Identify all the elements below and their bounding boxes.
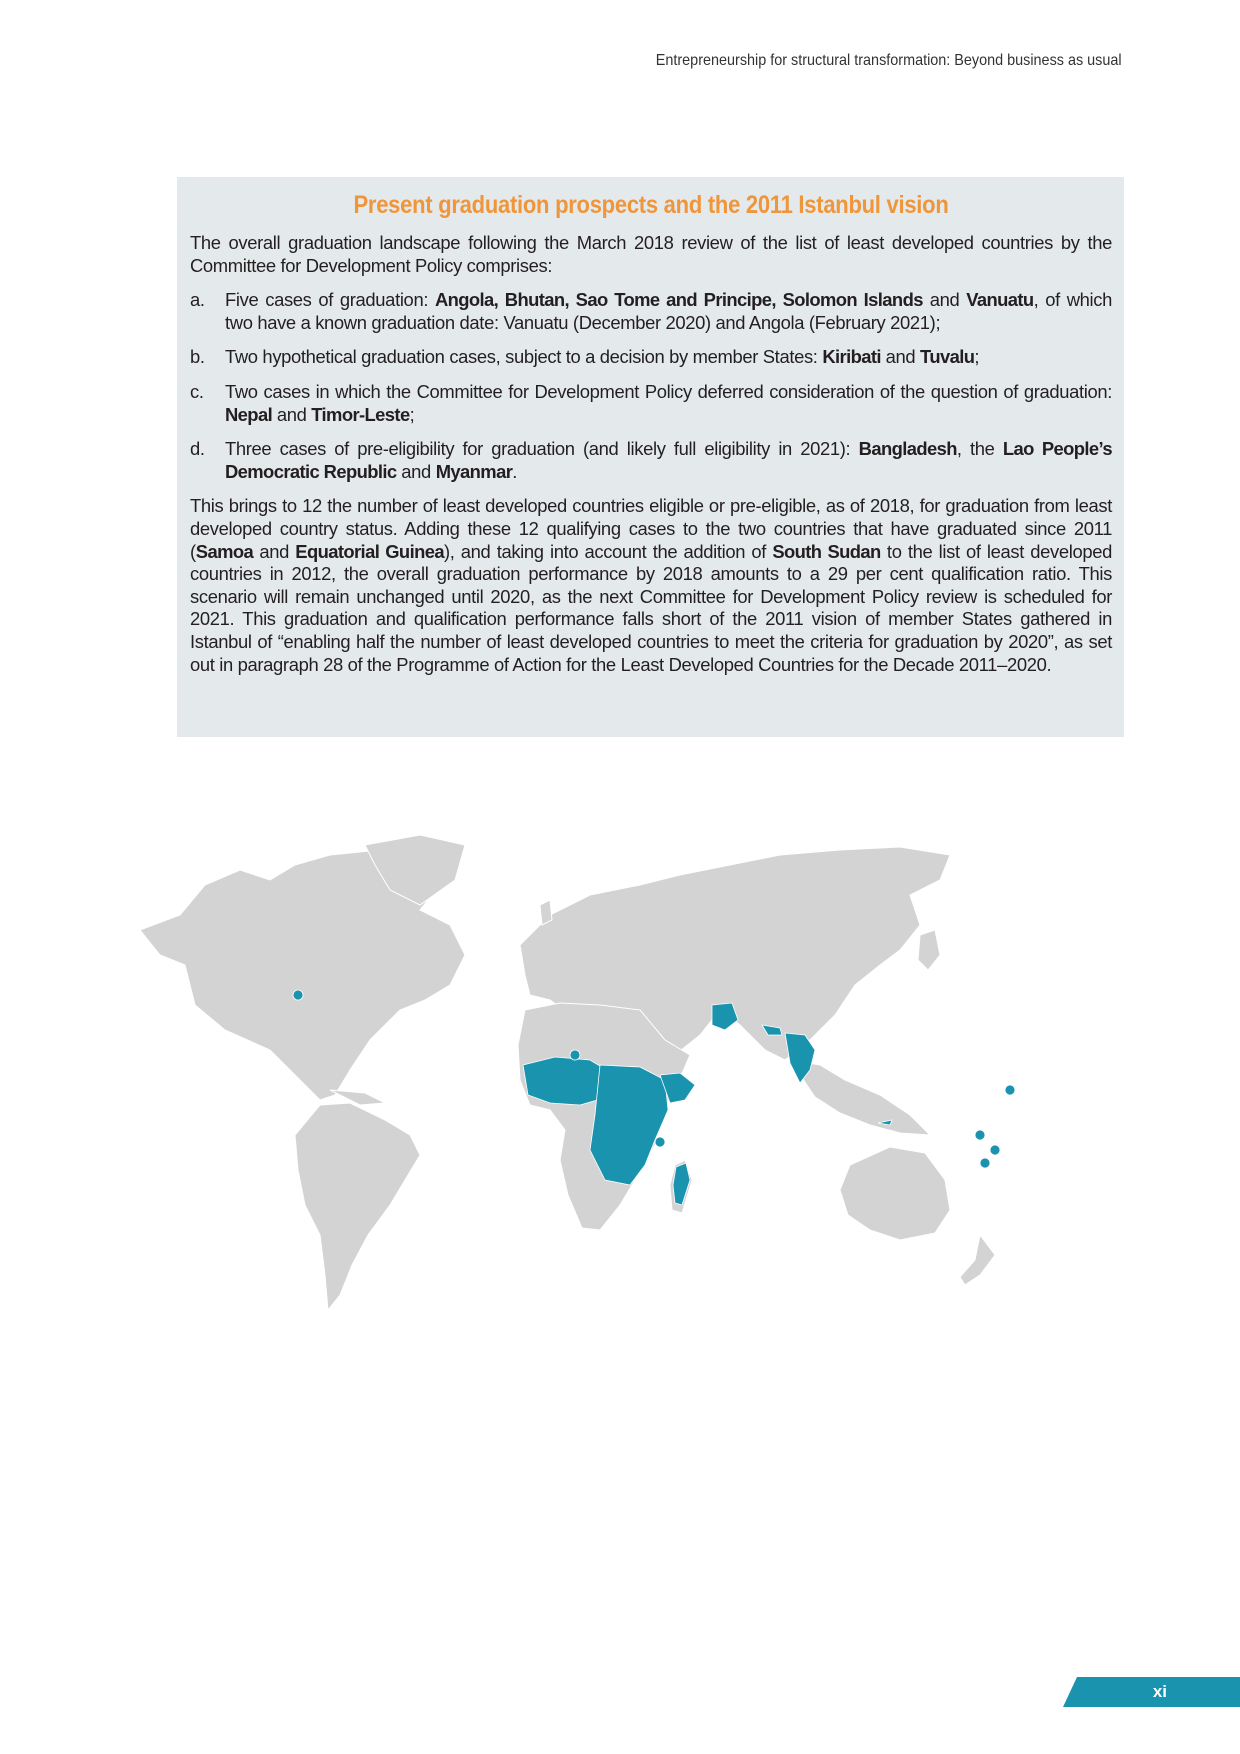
list-text: and bbox=[272, 403, 312, 425]
ldc-kiribati bbox=[1005, 1085, 1015, 1095]
running-head: Entrepreneurship for structural transformation: Beyond business as usual bbox=[656, 52, 1122, 69]
country-name: Lao People’s Democratic Republic bbox=[225, 438, 1112, 482]
list-marker: c. bbox=[190, 380, 204, 402]
country-name: Timor-Leste bbox=[311, 403, 410, 425]
new-zealand bbox=[960, 1235, 995, 1285]
ldc-vanuatu bbox=[980, 1158, 990, 1168]
country-names: Angola, Bhutan, Sao Tome and Principe, Solomon Islands bbox=[434, 289, 923, 311]
list-marker: b. bbox=[190, 346, 205, 368]
country-name: South Sudan bbox=[772, 540, 881, 562]
list-text: Three cases of pre-eligibility for graduation (and likely full eligibility in 2021): bbox=[225, 438, 859, 460]
country-name: Tuvalu bbox=[920, 346, 975, 368]
graduation-list bbox=[190, 289, 1112, 483]
list-item bbox=[190, 438, 1112, 483]
country-name: Equatorial Guinea bbox=[295, 540, 444, 562]
country-name: Bangladesh bbox=[858, 438, 957, 460]
box-closing bbox=[190, 495, 1112, 676]
closing-text: ), and taking into account the addition of bbox=[443, 540, 773, 562]
list-text: and bbox=[922, 289, 967, 311]
list-text: and bbox=[880, 346, 921, 368]
list-text: and bbox=[396, 460, 436, 482]
list-marker: a. bbox=[190, 289, 205, 311]
closing-text: This brings to 12 the number of least developed countries eligible or pre-eligible, as of 2018, for graduation from least developed country status. Adding these 12 qualifying cases to the two countries that have graduated since 2011 ( bbox=[190, 495, 1112, 562]
caribbean bbox=[330, 1090, 385, 1105]
page-number: xi bbox=[1152, 1682, 1167, 1701]
japan bbox=[918, 930, 940, 970]
ldc-comoros bbox=[655, 1137, 665, 1147]
ldc-africa-central bbox=[590, 1065, 668, 1185]
list-marker: d. bbox=[190, 438, 205, 460]
list-text: , the bbox=[956, 438, 1003, 460]
list-text: ; bbox=[974, 346, 980, 368]
ldc-tuvalu bbox=[990, 1145, 1000, 1155]
ldc-madagascar bbox=[673, 1163, 690, 1205]
box-title: Present graduation prospects and the 2011 Istanbul vision bbox=[353, 191, 949, 219]
ldc-sao-tome bbox=[570, 1050, 580, 1060]
country-name: Vanuatu bbox=[966, 289, 1034, 311]
closing-text: and bbox=[253, 540, 296, 562]
list-text: ; bbox=[409, 403, 415, 425]
list-text: Five cases of graduation: bbox=[225, 289, 435, 311]
southeast-asia bbox=[790, 1060, 930, 1135]
ldc-haiti bbox=[293, 990, 303, 1000]
info-box bbox=[177, 177, 1124, 737]
list-text: . bbox=[512, 460, 518, 482]
world-map bbox=[120, 835, 1140, 1375]
list-item bbox=[190, 381, 1112, 426]
uk bbox=[540, 900, 552, 925]
list-text: Two hypothetical graduation cases, subject to a decision by member States: bbox=[225, 346, 823, 368]
country-name: Nepal bbox=[225, 403, 273, 425]
list-text: , of which two have a known graduation date: Vanuatu (December 2020) and Angola (February 2021); bbox=[225, 289, 1112, 333]
country-name: Kiribati bbox=[822, 346, 881, 368]
list-item bbox=[190, 346, 1112, 369]
country-name: Myanmar bbox=[435, 460, 513, 482]
country-name: Samoa bbox=[195, 540, 254, 562]
south-america bbox=[295, 1103, 420, 1310]
list-text: Two cases in which the Committee for Development Policy deferred consideration of the question of graduation: bbox=[225, 380, 1112, 402]
ldc-solomon-islands bbox=[975, 1130, 985, 1140]
australia bbox=[840, 1147, 950, 1240]
list-item bbox=[190, 289, 1112, 334]
closing-text: to the list of least developed countries in 2012, the overall graduation performance by 2018 amounts to a 29 per cent qualification ratio. This scenario will remain unchanged until 2020, as the next Committee for Development Policy review is scheduled for 2021. This graduation and qualification performance falls short of the 2011 vision of member States gathered in Istanbul of “enabling half the number of least developed countries to meet the criteria for graduation by 2020”, as set out in paragraph 28 of the Programme of Action for the Least Developed Countries for the Decade 2011–2020. bbox=[190, 540, 1113, 675]
box-intro: The overall graduation landscape following the March 2018 review of the list of least developed countries by the Committee for Development Policy comprises: bbox=[190, 232, 1112, 276]
